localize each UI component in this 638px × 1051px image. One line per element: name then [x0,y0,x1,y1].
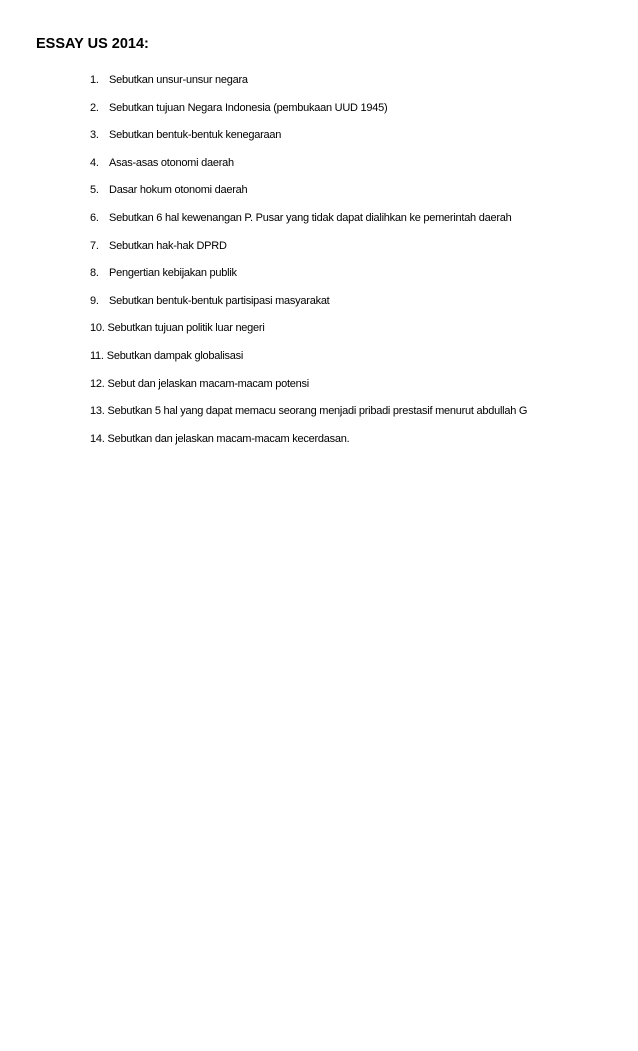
list-item [90,180,630,208]
list-item [90,125,630,153]
list-item [90,401,630,429]
item-text: Sebutkan hak-hak DPRD [109,239,227,252]
item-number: 13. [90,405,105,418]
item-text: Asas-asas otonomi daerah [109,156,234,169]
list-item [90,208,630,236]
item-text: Sebutkan bentuk-bentuk partisipasi masyarakat [109,294,330,307]
item-text: Dasar hokum otonomi daerah [109,184,248,197]
item-text: Sebutkan dampak globalisasi [106,349,244,362]
item-text: Sebutkan tujuan Negara Indonesia (pembukaan UUD 1945) [109,101,388,114]
item-number: 4. [90,156,99,169]
item-text: Pengertian kebijakan publik [109,267,237,280]
list-item [90,236,630,264]
item-number: 8. [90,267,99,280]
item-number: 3. [90,129,99,142]
item-number: 6. [90,211,99,224]
list-item [90,153,630,181]
list-item [90,98,630,126]
list-item [90,318,630,346]
item-number: 11. [90,349,104,362]
list-item [90,70,630,98]
item-number: 14. [90,432,105,445]
item-number: 9. [90,294,99,307]
question-list [90,70,630,456]
list-item [90,346,630,374]
item-number: 12. [90,377,105,390]
item-number: 1. [90,74,99,86]
list-item [90,291,630,319]
list-item [90,374,630,402]
item-number: 7. [90,239,99,252]
item-text: Sebutkan 5 hal yang dapat memacu seorang menjadi pribadi prestasif menurut abdullah G [107,405,528,418]
item-text: Sebutkan tujuan politik luar negeri [107,322,265,335]
item-number: 2. [90,101,99,114]
page-title: ESSAY US 2014: [36,36,149,52]
item-number: 10. [90,322,105,335]
item-text: Sebut dan jelaskan macam-macam potensi [107,377,309,390]
item-text: Sebutkan 6 hal kewenangan P. Pusar yang tidak dapat dialihkan ke pemerintah daerah [109,211,512,224]
list-item [90,429,630,457]
list-item [90,263,630,291]
item-number: 5. [90,184,99,197]
item-text: Sebutkan unsur-unsur negara [109,74,248,86]
item-text: Sebutkan bentuk-bentuk kenegaraan [109,129,282,142]
item-text: Sebutkan dan jelaskan macam-macam kecerdasan. [107,432,350,445]
